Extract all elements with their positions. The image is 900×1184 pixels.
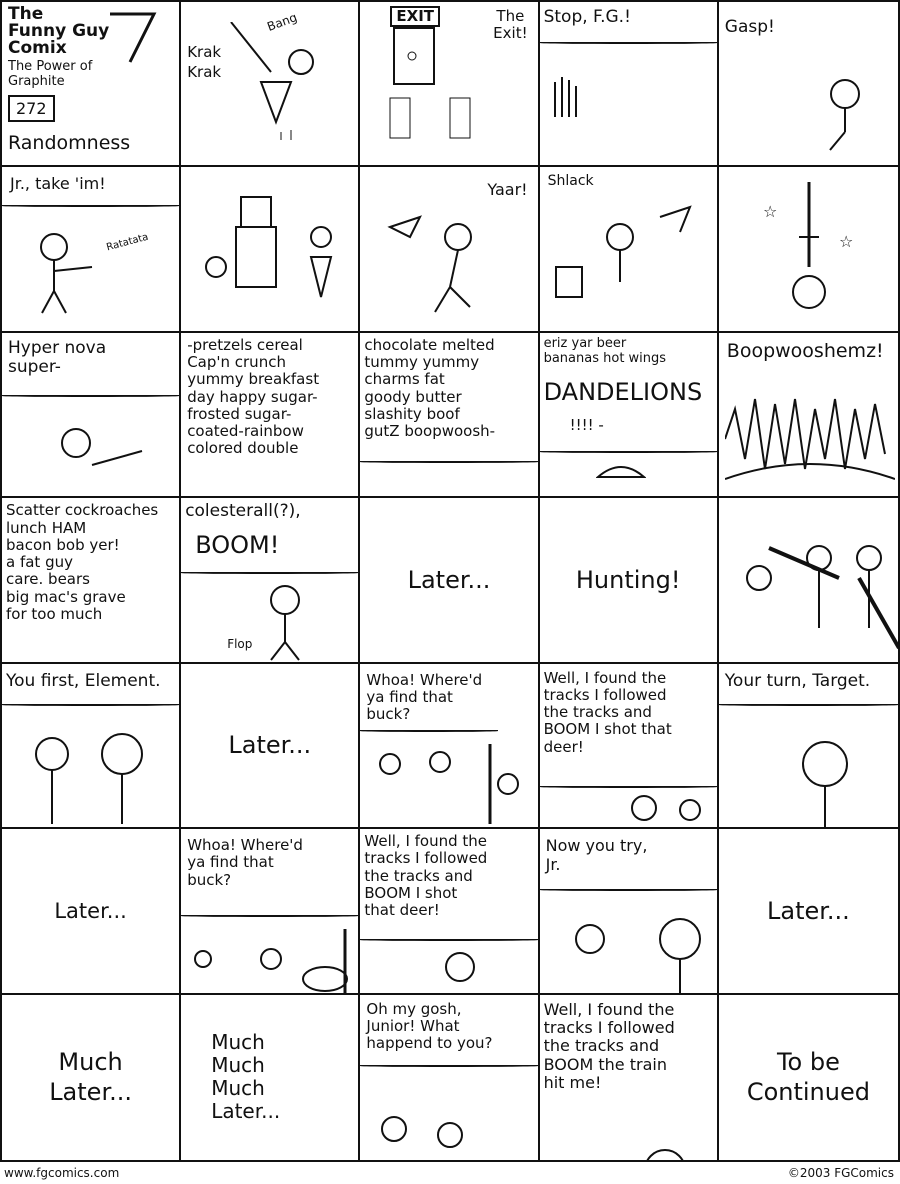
figures-and-deer bbox=[185, 929, 355, 994]
speech-bubble: Boopwooshemz! bbox=[726, 339, 884, 362]
speech-bubble: Scatter cockroaches lunch HAM bacon bob yer! a fat guy care. bears big mac's grave for too much bbox=[6, 501, 159, 623]
sword-falling-drawing bbox=[749, 177, 869, 327]
svg-text:☆: ☆ bbox=[838, 232, 854, 252]
panel-20 bbox=[719, 498, 898, 663]
logo-subtitle: The Power of Graphite bbox=[8, 59, 93, 89]
panel-10 bbox=[719, 167, 898, 332]
panel-25 bbox=[719, 664, 898, 829]
panel-33 bbox=[360, 995, 539, 1160]
sfx-shlack: Shlack bbox=[547, 173, 594, 190]
panel-title bbox=[2, 2, 181, 167]
speech-bubble: chocolate melted tummy yummy charms fat goody butter slashity boof gutZ boopwoosh- bbox=[364, 335, 496, 441]
panel-5 bbox=[719, 2, 898, 167]
caption: Later... bbox=[407, 565, 491, 594]
explosion-small-icon bbox=[596, 459, 646, 479]
panel-34 bbox=[540, 995, 719, 1160]
panel-3 bbox=[360, 2, 539, 167]
speech-bubble: Well, I found the tracks I followed the tracks and BOOM I shot that deer! bbox=[543, 668, 672, 756]
two-stick-figures bbox=[560, 909, 719, 994]
caption: Later... bbox=[228, 731, 312, 760]
speech-bubble: Whoa! Where'd ya find that buck? bbox=[366, 670, 483, 724]
stick-figure-axe bbox=[380, 207, 500, 317]
fight-drawing bbox=[221, 22, 341, 142]
exit-sign: EXIT bbox=[390, 6, 440, 27]
speech-shout: DANDELIONS bbox=[543, 377, 703, 406]
panel-13 bbox=[360, 333, 539, 498]
speech-bubble: Jr., take 'im! bbox=[10, 174, 106, 194]
panel-28 bbox=[360, 829, 539, 994]
caption: Later... bbox=[766, 896, 850, 925]
panel-26 bbox=[2, 829, 181, 994]
panel-21 bbox=[2, 664, 181, 829]
speech-bubble: colesterall(?), bbox=[185, 501, 301, 522]
panel-35 bbox=[719, 995, 898, 1160]
speech-bubble: Yaar! bbox=[487, 180, 528, 200]
speech-tail: !!!! - bbox=[569, 415, 604, 434]
footer-copyright: ©2003 FGComics bbox=[787, 1166, 894, 1180]
stick-figure bbox=[251, 582, 321, 662]
robot-drawing bbox=[201, 187, 341, 317]
robot-hit-drawing bbox=[550, 197, 710, 317]
panel-15 bbox=[719, 333, 898, 498]
strip-number: 272 bbox=[8, 95, 55, 122]
speech-bubble: Whoa! Where'd ya find that buck? bbox=[187, 836, 303, 889]
figure-with-deer bbox=[440, 947, 520, 994]
two-stick-figures bbox=[370, 1105, 490, 1160]
speech-bubble: The Exit! bbox=[493, 7, 528, 43]
sfx-krak-1: Krak bbox=[187, 43, 222, 61]
caption: Much Later... bbox=[49, 1048, 132, 1107]
panel-6 bbox=[2, 167, 181, 332]
speech-bubble: eriz yar beer bananas hot wings bbox=[543, 335, 667, 366]
panel-27 bbox=[181, 829, 360, 994]
stick-figure bbox=[52, 413, 162, 483]
hand-icon bbox=[550, 72, 590, 122]
logo: The Funny Guy Comix bbox=[8, 4, 110, 58]
panel-30 bbox=[719, 829, 898, 994]
panel-23 bbox=[360, 664, 539, 829]
speech-bubble: You first, Element. bbox=[6, 670, 161, 691]
panel-8 bbox=[360, 167, 539, 332]
caption: Hunting! bbox=[575, 565, 681, 594]
panel-7 bbox=[181, 167, 360, 332]
seven-logo-icon bbox=[102, 6, 162, 66]
sfx-flop: Flop bbox=[227, 637, 253, 652]
stick-figure bbox=[789, 734, 869, 829]
sfx-krak-2: Krak bbox=[187, 63, 222, 81]
exit-door-icon bbox=[390, 26, 450, 86]
caption: Much Much Much Later... bbox=[211, 1029, 281, 1123]
panel-4 bbox=[540, 2, 719, 167]
panel-16 bbox=[2, 498, 181, 663]
panel-24 bbox=[540, 664, 719, 829]
panel-14 bbox=[540, 333, 719, 498]
figures-and-deer bbox=[370, 744, 530, 824]
panel-2 bbox=[181, 2, 360, 167]
speech-bubble: Oh my gosh, Junior! What happend to you? bbox=[366, 999, 493, 1053]
caption: Later... bbox=[54, 898, 127, 923]
panel-32 bbox=[181, 995, 360, 1160]
sfx-ratatata: Ratatata bbox=[105, 232, 150, 254]
caption: To be Continued bbox=[746, 1048, 870, 1107]
two-stick-figures bbox=[22, 724, 162, 829]
speech-bubble: Well, I found the tracks I followed the tracks and BOOM the train hit me! bbox=[543, 999, 675, 1093]
speech-bubble: Hyper nova super- bbox=[8, 337, 107, 378]
panel-29 bbox=[540, 829, 719, 994]
speech-bubble: Gasp! bbox=[724, 17, 775, 37]
footer-url: www.fgcomics.com bbox=[4, 1166, 120, 1180]
speech-bubble: Well, I found the tracks I followed the tracks and BOOM I shot that deer! bbox=[364, 832, 488, 920]
panel-12 bbox=[181, 333, 360, 498]
sfx-bang: Bang bbox=[265, 10, 300, 34]
speech-bubble: Stop, F.G.! bbox=[543, 7, 631, 27]
hunters-drawing bbox=[729, 538, 898, 658]
svg-text:☆: ☆ bbox=[762, 202, 778, 222]
panel-9 bbox=[540, 167, 719, 332]
stick-figure-shooting bbox=[32, 227, 112, 317]
junior-head bbox=[640, 1145, 690, 1160]
panel-18 bbox=[360, 498, 539, 663]
strip-title: Randomness bbox=[8, 132, 131, 154]
figure-and-deer bbox=[624, 788, 714, 828]
panel-22 bbox=[181, 664, 360, 829]
panel-17 bbox=[181, 498, 360, 663]
panel-31 bbox=[2, 995, 181, 1160]
explosion-drawing bbox=[725, 379, 895, 489]
panel-19 bbox=[540, 498, 719, 663]
speech-bubble: -pretzels cereal Cap'n crunch yummy breakfast day happy sugar- frosted sugar- coated-rainbow colored double bbox=[187, 335, 320, 458]
stick-figure bbox=[815, 72, 875, 152]
speech-shout: BOOM! bbox=[195, 531, 280, 560]
panel-11 bbox=[2, 333, 181, 498]
speech-bubble: Your turn, Target. bbox=[724, 670, 871, 691]
hands-drawing bbox=[380, 88, 500, 148]
speech-bubble: Now you try, Jr. bbox=[545, 836, 648, 874]
